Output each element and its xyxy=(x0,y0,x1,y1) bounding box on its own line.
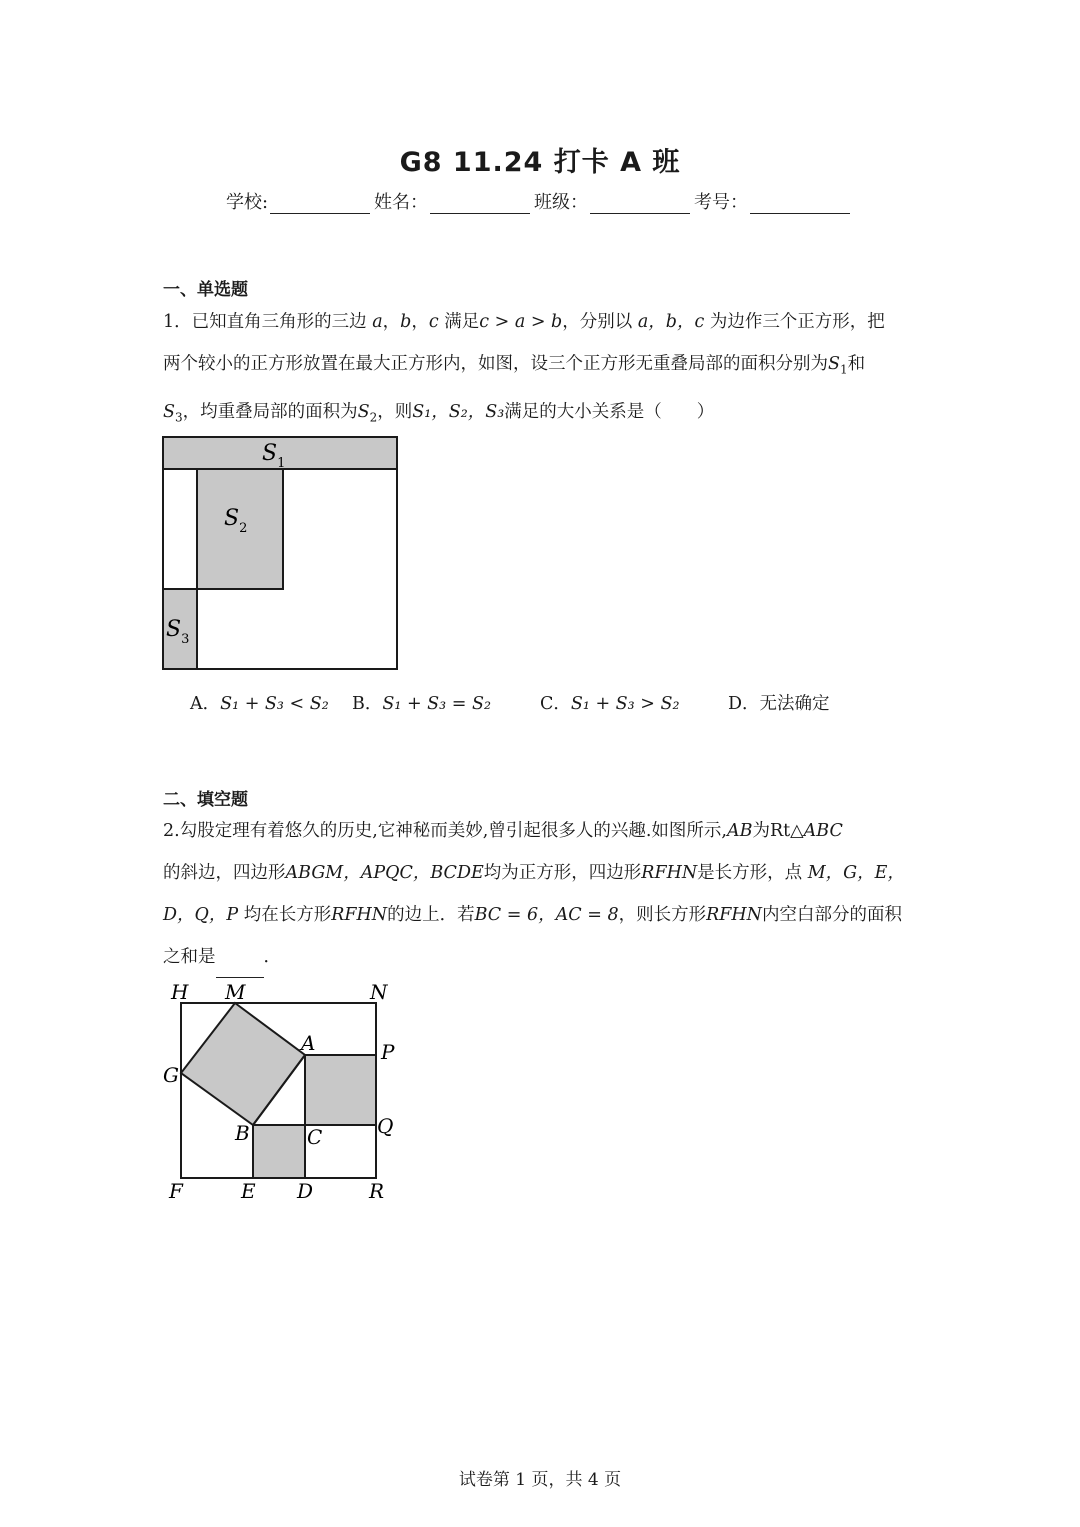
square-apqc xyxy=(305,1055,376,1125)
label-g: G xyxy=(163,1063,179,1087)
square-bcde xyxy=(253,1125,305,1178)
option-c[interactable]: C．S₁ + S₃ > S₂ xyxy=(540,694,680,714)
class-blank[interactable] xyxy=(590,195,690,214)
label-m: M xyxy=(225,980,246,1004)
label-n: N xyxy=(370,980,388,1004)
label-e: E xyxy=(241,1179,256,1203)
section-heading-fill-blank: 二、填空题 xyxy=(163,790,248,810)
figure-pythagoras xyxy=(155,980,405,1205)
page-title: G8 11.24 打卡 A 班 xyxy=(399,147,681,178)
label-s1: $S_1$ xyxy=(262,441,286,471)
label-p: P xyxy=(381,1040,395,1064)
class-label: 班级： xyxy=(534,192,589,213)
q2-line-3: D，Q，P 均在长方形RFHN的边上．若BC = 6，AC = 8，则长方形RFHN内空白部分的面积 xyxy=(163,905,902,925)
q1-line-2: 两个较小的正方形放置在最大正方形内，如图，设三个正方形无重叠局部的面积分别为$S_1$和 xyxy=(163,354,866,377)
q1-line-1: 1．已知直角三角形的三边 a，b，c 满足c > a > b，分别以 a，b，c 为边作三个正方形，把 xyxy=(163,312,885,332)
option-d[interactable]: D．无法确定 xyxy=(728,694,830,714)
section-heading-single-choice: 一、单选题 xyxy=(163,280,248,300)
exam-no-label: 考号： xyxy=(694,192,749,213)
q1-line-3: $S_3$，均重叠局部的面积为$S_2$，则S₁，S₂，S₃满足的大小关系是（ ） xyxy=(163,401,715,424)
label-c: C xyxy=(307,1125,323,1149)
label-b: B xyxy=(235,1121,250,1145)
exam-no-blank[interactable] xyxy=(750,195,850,214)
q2-line-2: 的斜边，四边形ABGM，APQC，BCDE均为正方形，四边形RFHN是长方形，点 M，G，E， xyxy=(163,863,905,883)
school-blank[interactable] xyxy=(270,195,370,214)
option-a[interactable]: A．S₁ + S₃ < S₂ xyxy=(190,694,329,714)
name-label: 姓名： xyxy=(374,192,429,213)
figure-squares xyxy=(160,434,402,674)
square-abgm xyxy=(181,1003,305,1125)
label-d: D xyxy=(297,1179,314,1203)
label-a: A xyxy=(301,1031,316,1055)
student-info-row xyxy=(0,188,1080,214)
label-q: Q xyxy=(377,1114,394,1138)
label-r: R xyxy=(369,1179,385,1203)
label-f: F xyxy=(169,1179,183,1203)
label-h: H xyxy=(171,980,189,1004)
label-s3: $S_3$ xyxy=(166,617,190,647)
school-label: 学校: xyxy=(225,192,269,213)
answer-blank[interactable] xyxy=(216,959,264,978)
q2-line-1: 2.勾股定理有着悠久的历史,它神秘而美妙,曾引起很多人的兴趣.如图所示,AB为Rt△ABC xyxy=(163,821,843,841)
page-footer: 试卷第 1 页，共 4 页 xyxy=(458,1470,622,1490)
question-2-text xyxy=(163,810,923,978)
label-s2: $S_2$ xyxy=(224,506,248,536)
option-b[interactable]: B．S₁ + S₃ = S₂ xyxy=(352,694,491,714)
question-1-text xyxy=(163,301,923,438)
name-blank[interactable] xyxy=(430,195,530,214)
q2-line-4: 之和是 ． xyxy=(163,936,923,978)
